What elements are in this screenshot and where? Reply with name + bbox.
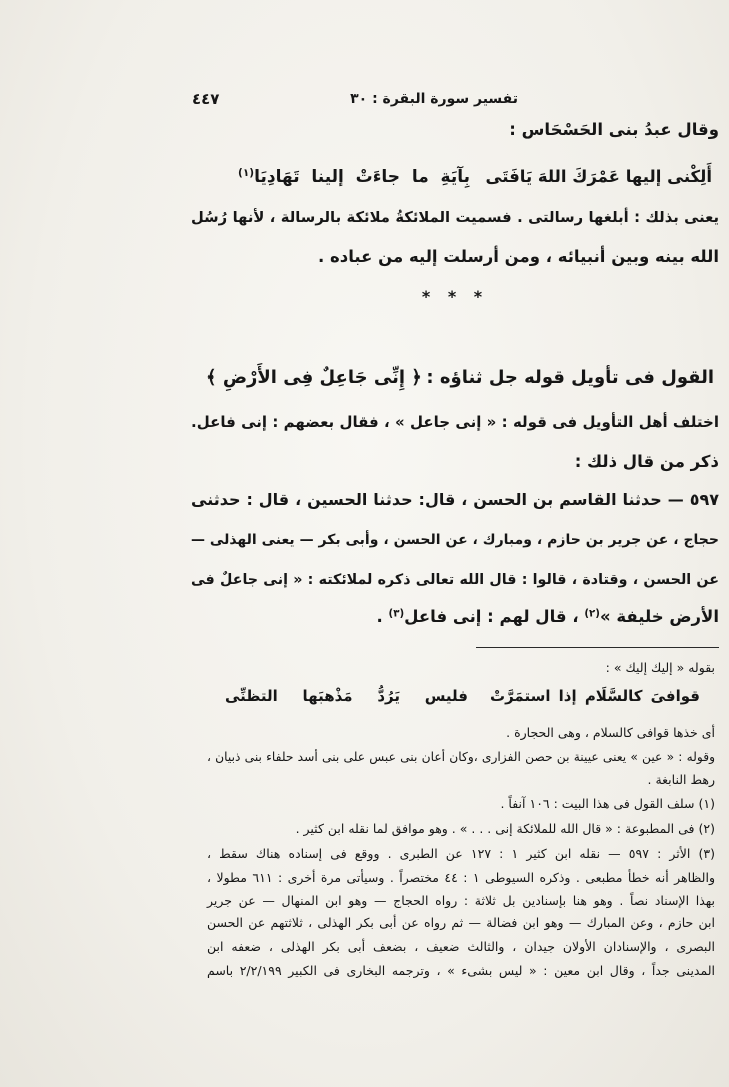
- footnote-text: الأثر : ٥٩٧ — نقله ابن كثير ١ : ١٢٧ عن الطبرى . ووقع فى إسناده هناك سقط ،: [207, 846, 691, 861]
- report-line: حجاج ، عن جرير بن حازم ، ومبارك ، عن الحسن ، وأبى بكر — يعنى الهذلى —: [191, 532, 719, 548]
- footnote-3: [207, 844, 715, 864]
- footnote-3-line: والظاهر أنه خطأ مطبعى . وذكره السيوطى ١ : ٤٤ مختصراً . وسيأتى مرة أخرى : ٦١١ مطولا ،: [207, 870, 715, 885]
- report-line: ٥٩٧ — حدثنا القاسم بن الحسن ، قال: حدثنا الحسين ، قال : حدثنى: [191, 490, 719, 509]
- footnote-1: [207, 794, 715, 814]
- footnote-carryover-line: وقوله : « عين » يعنى عيينة بن حصن الفزارى ،وكان أعان بنى عبس على بنى أسد حلفاء بنى ذبيان ،: [207, 750, 715, 764]
- footnote-divider: [476, 647, 719, 648]
- footnote-ref-1: (١): [238, 167, 255, 180]
- footnote-ref-2: (٢): [584, 608, 600, 620]
- footnote-number: (٣): [698, 846, 715, 861]
- section-heading: [206, 361, 714, 395]
- footnote-verse-first: [490, 683, 700, 709]
- footnote-2: [207, 819, 715, 839]
- citation-lead: ذكر من قال ذلك :: [574, 452, 719, 471]
- footnote-3-line: البصرى ، والإسنادان الأولان جيدان ، والثالث ضعيف ، بضعف أبى بكر الهذلى ، ضعفه ابن: [207, 939, 715, 954]
- footnote-carryover-line: أى خذها قوافى كالسلام ، وهى الحجارة .: [506, 725, 715, 740]
- poem-hemistich-second-text: بِآيَةِ ما جاءَتْ إلينا تَهَادِيَا: [254, 167, 470, 187]
- running-header-title: تفسير سورة البقرة : ٣٠: [350, 91, 518, 107]
- footnote-number: (١): [698, 796, 715, 811]
- footnote-text: فى المطبوعة : « قال الله للملائكة إنى . . . » . وهو موافق لما نقله ابن كثير .: [295, 821, 695, 836]
- section-heading-text: القول فى تأويل قوله جل ثناؤه :: [426, 367, 714, 388]
- section-intro-line: اختلف أهل التأويل فى قوله : « إنى جاعل » ، فقال بعضهم : إنى فاعل.: [191, 413, 719, 431]
- footnote-carryover-line: رهط النابغة .: [647, 772, 715, 787]
- explanation-line: يعنى بذلك : أبلغها رسالتى . فسميت الملائكةُ ملائكة بالرسالة ، لأنها رُسُل: [191, 209, 719, 226]
- footnote-3-line: بهذا الإسناد نصاً . وهو هنا بإسنادين بل ثلاثة : رواه الحجاج — وهو ابن المنهال — عن جرير: [207, 893, 715, 908]
- page-number: ٤٤٧: [192, 90, 220, 108]
- footnote-3-line: ابن حازم ، وعن المبارك — وهو ابن فضالة — ثم رواه عن أبى بكر الهذلى ، ثلاثتهم عن الحسن: [207, 915, 715, 930]
- poem-hemistich-first-text: أَلِكْنى إليها عَمْرَكَ اللهَ يَافَتَى: [485, 167, 712, 186]
- report-text: ، قال لهم : إنى فاعل: [404, 607, 585, 626]
- poem-intro: وقال عبدُ بنى الحَسْحَاس :: [509, 120, 719, 139]
- footnote-ref-3: (٣): [388, 608, 405, 620]
- footnote-number: (٢): [698, 821, 715, 836]
- footnote-verse-second-text: فليس يَرُدُّ مَذْهبَها التظنِّى: [225, 687, 468, 705]
- report-text: .: [376, 607, 389, 626]
- poem-hemistich-first: [486, 162, 712, 192]
- footnote-carryover-intro: بقوله « إليك إليك » :: [605, 660, 715, 675]
- report-line: عن الحسن ، وقتادة ، قالوا : قال الله تعالى ذكره لملائكته : « إنى جاعلٌ فى: [191, 572, 719, 588]
- footnote-3-line: المدينى جداً ، وقال ابن معين : « ليس بشىء » ، وترجمه البخارى فى الكبير ٢/٢/١٩٩ باسم: [207, 963, 715, 978]
- poem-hemistich-second: [238, 162, 470, 192]
- quran-phrase: ﴿ إِنِّى جَاعِلٌ فِى الأَرْضِ ﴾: [206, 367, 422, 388]
- report-text: الأرض خليفة »: [599, 607, 719, 626]
- footnote-verse-first-text: قوافىَ كالسَّلَام إذا استمَرَّتْ: [490, 687, 700, 705]
- footnote-verse-second: [225, 683, 468, 709]
- report-line-last: [191, 603, 719, 631]
- footnote-text: سلف القول فى هذا البيت : ١٠٦ آنفاً .: [500, 796, 695, 811]
- section-separator: * * *: [421, 287, 489, 306]
- explanation-line: الله بينه وبين أنبيائه ، ومن أرسلت إليه من عباده .: [318, 247, 719, 266]
